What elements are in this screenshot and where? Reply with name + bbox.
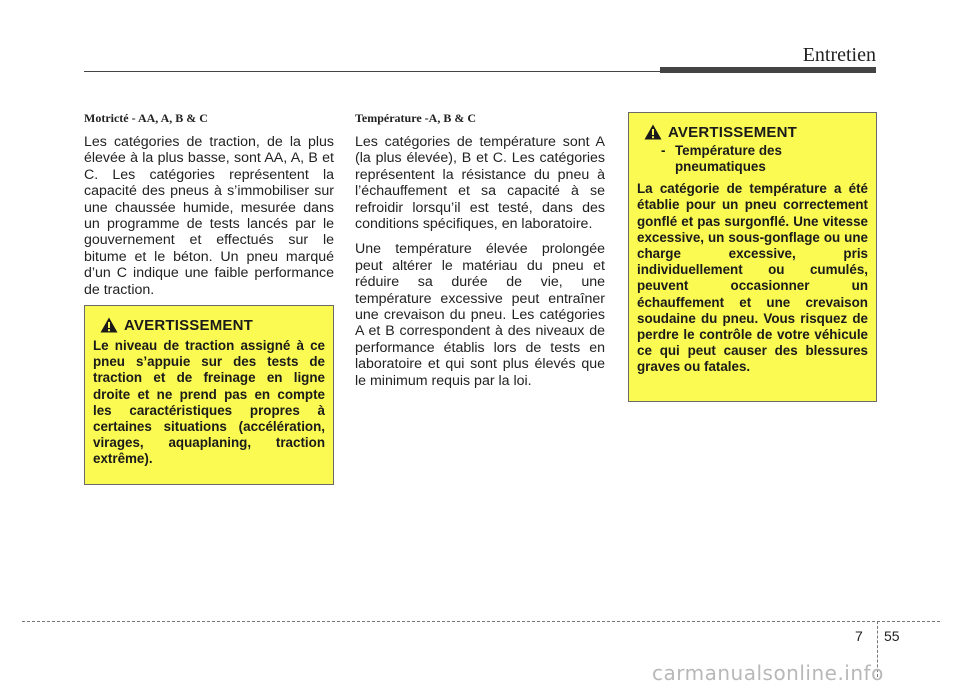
warning-body: La catégorie de température a été établie pour un pneu correctement gonflé et pas surgonflé. Une vitesse excessive, un sous-gonflage ou une charge excessive, pris individuellement ou cumulés, peuvent occasionner un échauffement et une crevaison soudaine du pneu. Vous risquez de perdre le contrôle de votre véhicule ce qui peut causer des blessures graves ou fatales. [637, 181, 868, 375]
warning-title: AVERTISSEMENT [668, 123, 798, 141]
traction-paragraph: Les catégories de traction, de la plus élevée à la plus basse, sont AA, A, B et C. Les catégories représentent la capacité des pneus à s’immobiliser sur une chaussée humide, mesurée dans un programme de tests lancés par le gouvernement et effectués sur le bitume et le béton. Un pneu marqué d’un C indique une faible performance de traction. [84, 134, 334, 298]
header-rule-accent [660, 67, 876, 73]
temperature-paragraph-1: Les catégories de température sont A (la plus élevée), B et C. Les catégories représentent la résistance du pneu à l’échauffement et sa capacité à se refroidir lorsqu’il est testé, dans des conditions spécifiques, en laboratoire. [355, 134, 605, 233]
temperature-paragraph-2: Une température élevée prolongée peut altérer le matériau du pneu et réduire sa durée de vie, une température excessive peut entraîner une crevaison du pneu. Les catégories A et B correspondent à des niveaux de performance établis lors de tests en laboratoire et qui sont plus élevés que le minimum requis par la loi. [355, 241, 605, 389]
page-number: 55 [884, 628, 900, 644]
temperature-title: Température -A, B & C [355, 111, 476, 125]
traction-section [84, 111, 334, 307]
warning-triangle-icon [644, 124, 662, 140]
warning-triangle-icon [100, 317, 118, 333]
chapter-number: 7 [855, 628, 863, 644]
watermark: carmanualsonline.info [652, 661, 884, 685]
warning-header [100, 314, 325, 336]
traction-warning-box [84, 305, 334, 485]
temperature-section [355, 111, 605, 398]
warning-subtitle-dash: - [661, 143, 666, 158]
traction-title: Motricté - AA, A, B & C [84, 111, 208, 125]
warning-body: Le niveau de traction assigné à ce pneu s’appuie sur des tests de traction et de freinage en ligne droite et ne prend pas en compte les caractéristiques propres à certaines situations (accélération, virages, aquaplaning, traction extrême). [93, 338, 325, 467]
temperature-warning-box [628, 112, 877, 402]
header-rule [84, 71, 662, 72]
warning-title: AVERTISSEMENT [124, 316, 254, 334]
warning-subtitle-text: Température des pneumatiques [675, 143, 782, 174]
warning-subtitle [661, 143, 868, 174]
footer-rule [22, 621, 940, 622]
warning-header [644, 121, 868, 143]
page-title: Entretien [802, 44, 876, 66]
